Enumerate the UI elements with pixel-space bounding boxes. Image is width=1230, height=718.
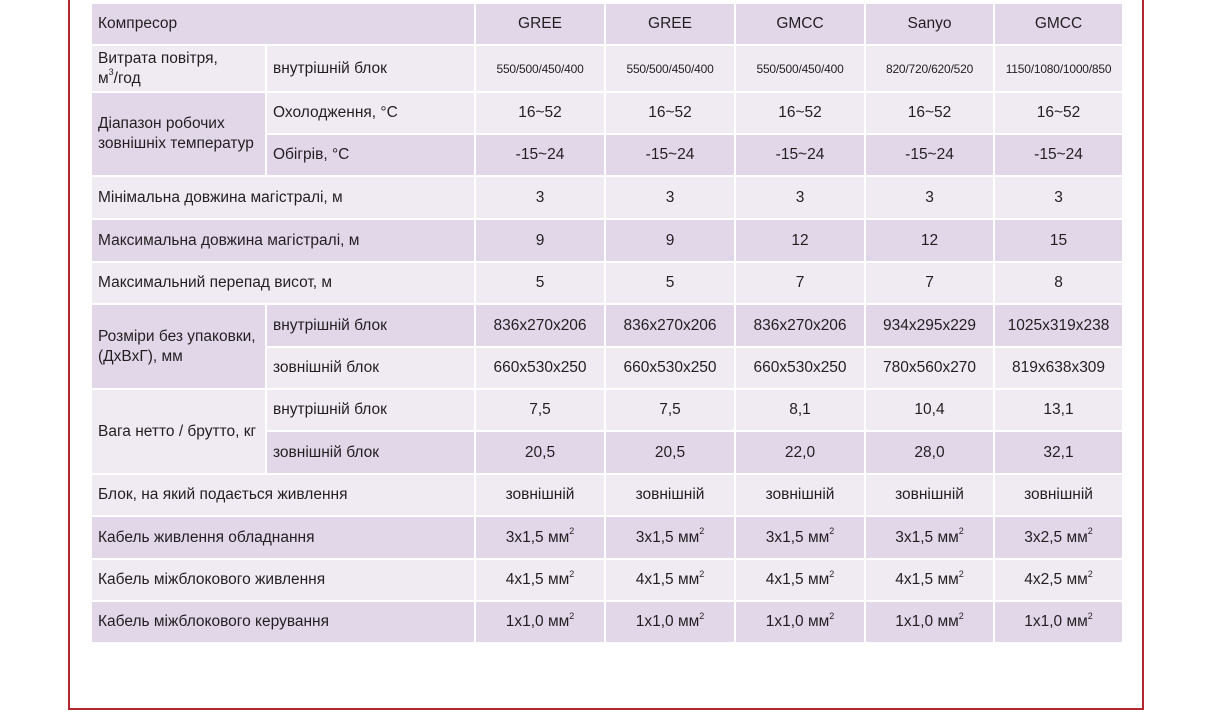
dimensions-outdoor-value: 660x530x250 [606, 348, 736, 390]
airflow-unit-sup: 3 [108, 67, 114, 78]
airflow-unit-suffix: /год [113, 69, 141, 87]
interunit-control-cable-value: 1x1,0 $мм^2$ [736, 602, 866, 644]
power-unit-value: зовнішній [866, 475, 995, 517]
interunit-power-cable-value: 4x1,5 $мм^2$ [866, 560, 995, 602]
row-max-length [92, 220, 1124, 263]
power-unit-value: зовнішній [736, 475, 866, 517]
row-label-dimensions: Розміри без упаковки, (ДхВхГ), мм [92, 305, 267, 390]
min-length-value: 3 [606, 177, 736, 220]
row-airflow [92, 46, 1124, 93]
heating-value: -15~24 [866, 135, 995, 177]
compressor-value: GMCC [736, 4, 866, 46]
weight-outdoor-value: 20,5 [606, 432, 736, 475]
max-height-value: 7 [736, 263, 866, 305]
dimensions-outdoor-value: 660x530x250 [476, 348, 606, 390]
row-max-height [92, 263, 1124, 305]
row-dimensions-indoor [92, 305, 1124, 348]
compressor-value: GMCC [995, 4, 1124, 46]
cooling-value: 16~52 [606, 93, 736, 135]
specifications-table [92, 4, 1124, 644]
weight-indoor-value: 8,1 [736, 390, 866, 432]
sublabel-outdoor: зовнішній блок [267, 432, 476, 475]
row-power-cable [92, 517, 1124, 560]
sublabel-outdoor: зовнішній блок [267, 348, 476, 390]
max-height-value: 8 [995, 263, 1124, 305]
row-label-weight: Вага нетто / брутто, кг [92, 390, 267, 475]
min-length-value: 3 [736, 177, 866, 220]
weight-outdoor-value: 32,1 [995, 432, 1124, 475]
power-unit-value: зовнішній [995, 475, 1124, 517]
power-unit-value: зовнішній [606, 475, 736, 517]
cooling-value: 16~52 [866, 93, 995, 135]
row-interunit-power-cable [92, 560, 1124, 602]
sublabel-heating: Обігрів, °С [267, 135, 476, 177]
row-min-length [92, 177, 1124, 220]
heating-value: -15~24 [606, 135, 736, 177]
max-length-value: 12 [866, 220, 995, 263]
interunit-control-cable-value: 1x1,0 $мм^2$ [476, 602, 606, 644]
sublabel-indoor: внутрішній блок [267, 390, 476, 432]
sublabel-indoor: внутрішній блок [267, 46, 476, 93]
max-length-value: 9 [476, 220, 606, 263]
row-power-unit [92, 475, 1124, 517]
dimensions-indoor-value: 1025x319x238 [995, 305, 1124, 348]
row-label-power-cable: Кабель живлення обладнання [92, 517, 476, 560]
dimensions-indoor-value: 934x295x229 [866, 305, 995, 348]
power-cable-value: 3x1,5 $мм^2$ [606, 517, 736, 560]
row-weight-indoor [92, 390, 1124, 432]
row-temp-cooling [92, 93, 1124, 135]
min-length-value: 3 [995, 177, 1124, 220]
airflow-value: 550/500/450/400 [736, 46, 866, 93]
compressor-value: GREE [606, 4, 736, 46]
row-interunit-control-cable [92, 602, 1124, 644]
dimensions-indoor-value: 836x270x206 [736, 305, 866, 348]
max-length-value: 9 [606, 220, 736, 263]
power-cable-value: 3x1,5 $мм^2$ [866, 517, 995, 560]
interunit-power-cable-value: 4x1,5 $мм^2$ [736, 560, 866, 602]
weight-indoor-value: 7,5 [476, 390, 606, 432]
dimensions-indoor-value: 836x270x206 [606, 305, 736, 348]
dimensions-outdoor-value: 819x638x309 [995, 348, 1124, 390]
power-cable-value: 3x2,5 $мм^2$ [995, 517, 1124, 560]
heating-value: -15~24 [476, 135, 606, 177]
cooling-value: 16~52 [736, 93, 866, 135]
airflow-label: Витрата повітря, [98, 49, 218, 67]
row-label-airflow [92, 46, 267, 93]
weight-outdoor-value: 22,0 [736, 432, 866, 475]
interunit-control-cable-value: 1x1,0 $мм^2$ [866, 602, 995, 644]
row-label-temp-range: Діапазон робочих зовнішніх температур [92, 93, 267, 177]
airflow-value: 820/720/620/520 [866, 46, 995, 93]
row-label-power-unit: Блок, на який подається живлення [92, 475, 476, 517]
max-length-value: 15 [995, 220, 1124, 263]
weight-outdoor-value: 20,5 [476, 432, 606, 475]
compressor-value: GREE [476, 4, 606, 46]
power-cable-value: 3x1,5 $мм^2$ [476, 517, 606, 560]
dimensions-outdoor-value: 660x530x250 [736, 348, 866, 390]
airflow-value: 550/500/450/400 [476, 46, 606, 93]
dimensions-outdoor-value: 780x560x270 [866, 348, 995, 390]
max-height-value: 7 [866, 263, 995, 305]
power-cable-value: 3x1,5 $мм^2$ [736, 517, 866, 560]
sublabel-cooling: Охолодження, °С [267, 93, 476, 135]
dimensions-indoor-value: 836x270x206 [476, 305, 606, 348]
interunit-power-cable-value: 4x1,5 $мм^2$ [606, 560, 736, 602]
row-label-interunit-power-cable: Кабель міжблокового живлення [92, 560, 476, 602]
max-height-value: 5 [476, 263, 606, 305]
interunit-power-cable-value: 4x2,5 $мм^2$ [995, 560, 1124, 602]
min-length-value: 3 [866, 177, 995, 220]
row-label-compressor: Компресор [92, 4, 476, 46]
heating-value: -15~24 [995, 135, 1124, 177]
cooling-value: 16~52 [476, 93, 606, 135]
heating-value: -15~24 [736, 135, 866, 177]
power-unit-value: зовнішній [476, 475, 606, 517]
max-height-value: 5 [606, 263, 736, 305]
interunit-control-cable-value: 1x1,0 $мм^2$ [606, 602, 736, 644]
min-length-value: 3 [476, 177, 606, 220]
sublabel-indoor: внутрішній блок [267, 305, 476, 348]
max-length-value: 12 [736, 220, 866, 263]
compressor-value: Sanyo [866, 4, 995, 46]
airflow-unit-prefix: м [98, 69, 109, 87]
interunit-power-cable-value: 4x1,5 $мм^2$ [476, 560, 606, 602]
weight-indoor-value: 10,4 [866, 390, 995, 432]
row-label-max-height: Максимальний перепад висот, м [92, 263, 476, 305]
row-label-interunit-control-cable: Кабель міжблокового керування [92, 602, 476, 644]
weight-outdoor-value: 28,0 [866, 432, 995, 475]
airflow-value: 1150/1080/1000/850 [995, 46, 1124, 93]
cooling-value: 16~52 [995, 93, 1124, 135]
weight-indoor-value: 7,5 [606, 390, 736, 432]
row-label-max-length: Максимальна довжина магістралі, м [92, 220, 476, 263]
airflow-value: 550/500/450/400 [606, 46, 736, 93]
row-compressor [92, 4, 1124, 46]
row-label-min-length: Мінімальна довжина магістралі, м [92, 177, 476, 220]
interunit-control-cable-value: 1x1,0 $мм^2$ [995, 602, 1124, 644]
weight-indoor-value: 13,1 [995, 390, 1124, 432]
